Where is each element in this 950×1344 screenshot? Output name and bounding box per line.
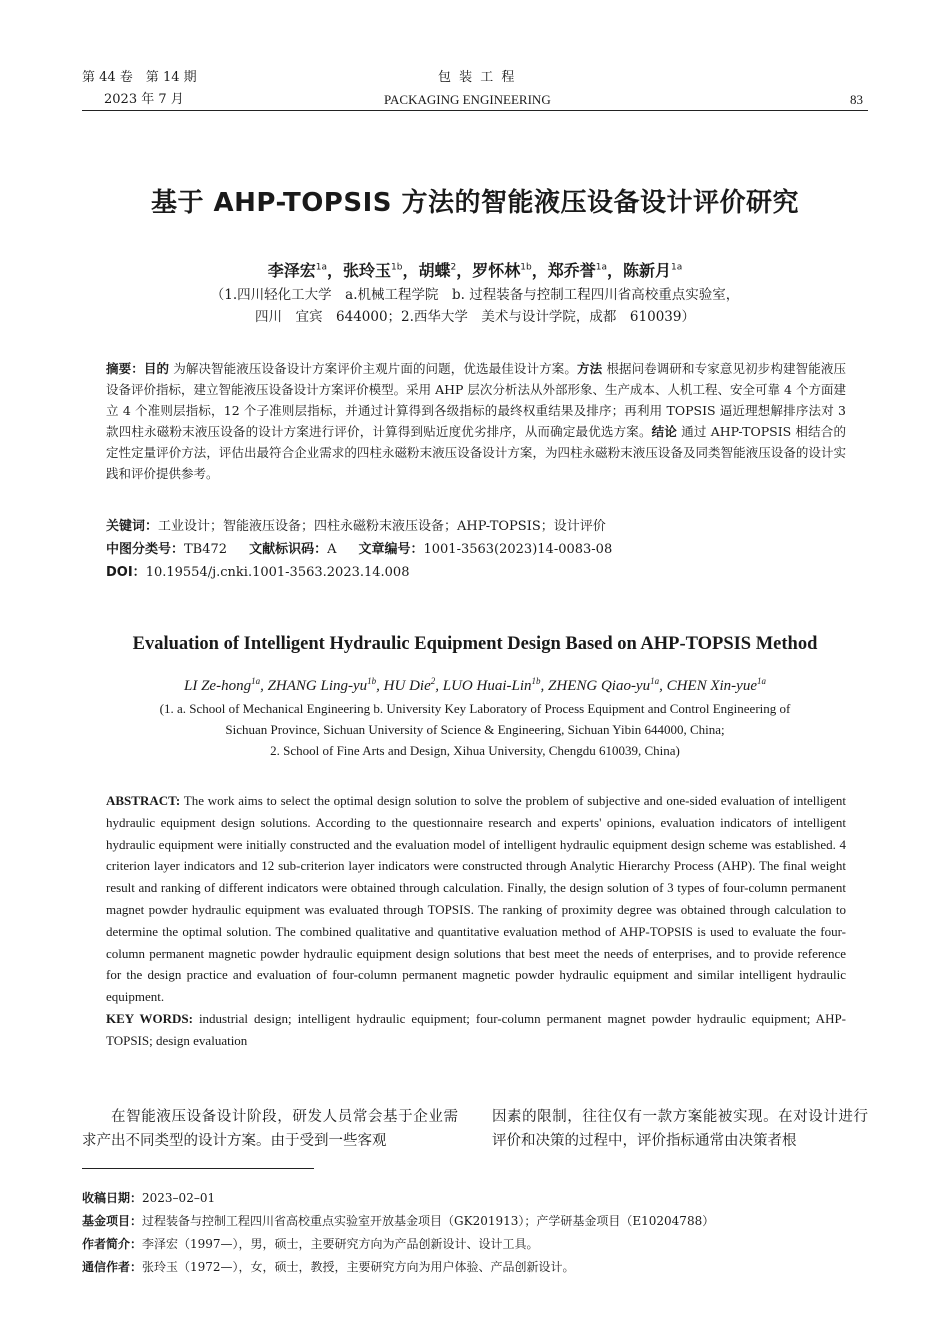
author-affiliation-mark: 1a	[671, 262, 683, 273]
clc-label: 中图分类号：	[106, 542, 185, 557]
method-label: 方法	[576, 361, 603, 376]
purpose-label: 目的	[143, 361, 170, 376]
clc-value: TB472	[184, 542, 228, 557]
author-name: 郑乔誉	[547, 261, 596, 280]
footnote-author	[82, 1236, 872, 1252]
author-affiliation-mark: 2	[430, 676, 436, 686]
affiliations-cn	[82, 284, 868, 328]
doc-code-label: 文献标识码：	[249, 542, 328, 557]
author-name: 胡蝶	[418, 261, 451, 280]
affiliation-en-line: Sichuan Province, Sichuan University of Science & Engineering, Sichuan Yibin 644000, China;	[225, 722, 725, 737]
purpose-text: 为解决智能液压设备设计方案评价主观片面的问题，优选最佳设计方案。	[173, 361, 577, 376]
keywords-en-text: industrial design; intelligent hydraulic equipment; four-column permanent magnet powder hydraulic equipment; AHP-TOPSIS; design evaluation	[106, 1010, 847, 1048]
author-affiliation-mark: 1a	[650, 676, 660, 686]
author-name: ZHENG Qiao-yu	[548, 678, 651, 694]
abstract-en-text: The work aims to select the optimal design solution to solve the problem of subjective and one-sided evaluation of intelligent hydraulic equipment design solutions. According to the questionnaire research and experts' opinions, evaluation indicators of intelligent hydraulic equipment were initially constructed and the evaluation model of intelligent hydraulic equipment design scheme was established. 4 criterion layer indicators and 12 sub-criterion layer indicators were constructed through Analytic Hierarchy Process (AHP). The final weight result and ranking of different indicators were obtained through calculation. Finally, the design solution of 3 types of four-column permanent magnet powder hydraulic equipment was evaluated through TOPSIS. The ranking of proximity degree was obtained through calculation to determine the optimal solution. The combined qualitative and quantitative evaluation method of AHP-TOPSIS is used to evaluate the four-column permanent magnetic powder hydraulic equipment design solutions that best meet the needs of enterprises, and to provide reference for the design practice and evaluation of four-column permanent magnetic powder hydraulic equipment and similar intelligent hydraulic equipment.	[106, 793, 846, 1005]
footnote-fund	[82, 1213, 872, 1229]
doc-code-value: A	[327, 542, 337, 557]
corresponding-label: 通信作者：	[82, 1260, 143, 1274]
author-affiliation-mark: 1b	[520, 262, 532, 273]
author-bio-label: 作者简介：	[82, 1237, 143, 1251]
author-separator: ,	[376, 678, 384, 694]
keywords-en	[106, 1008, 846, 1052]
footnote-received	[82, 1190, 872, 1206]
keywords-en-label: KEY WORDS:	[106, 1010, 193, 1026]
authors-en	[82, 676, 868, 695]
author-affiliation-mark: 1a	[757, 676, 766, 686]
header-page-number: 83	[850, 92, 863, 107]
affiliation-en-line: (1. a. School of Mechanical Engineering b. University Key Laboratory of Process Equipment and Control Engineering of	[159, 701, 791, 716]
affiliation-en-line: 2. School of Fine Arts and Design, Xihua University, Chengdu 610039, China)	[270, 743, 680, 758]
footnote-corresponding	[82, 1259, 872, 1275]
author-affiliation-mark: 1a	[595, 262, 607, 273]
author-affiliation-mark: 2	[450, 262, 457, 273]
body-right-text: 因素的限制，往往仅有一款方案能被实现。在对设计进行评价和决策的过程中，评价指标通常由决策者根	[492, 1109, 868, 1149]
corresponding-value: 张玲玉（1972—），女，硕士，教授，主要研究方向为用户体验、产品创新设计。	[142, 1260, 575, 1274]
footnote-rule	[82, 1168, 314, 1169]
authors-cn	[82, 258, 868, 281]
doi-label: DOI：	[106, 565, 146, 580]
abstract-cn	[106, 358, 846, 484]
author-name: HU Die	[383, 678, 431, 694]
header-rule	[82, 110, 868, 111]
body-left-text: 在智能液压设备设计阶段，研发人员常会基于企业需求产出不同类型的设计方案。由于受到一些客观	[82, 1109, 458, 1149]
conclusion-label: 结论	[651, 424, 678, 439]
author-affiliation-mark: 1b	[391, 262, 403, 273]
author-separator: ,	[260, 678, 268, 694]
header-volume-issue: 第 44 卷 第 14 期	[82, 70, 197, 85]
author-name: LUO Huai-Lin	[442, 678, 532, 694]
author-affiliation-mark: 1a	[315, 262, 327, 273]
author-name: 陈新月	[623, 261, 672, 280]
author-name: LI Ze-hong	[183, 678, 252, 694]
author-separator: ，	[402, 261, 419, 280]
received-value: 2023–02–01	[142, 1191, 216, 1205]
header-journal-cn: 包 装 工 程	[438, 70, 517, 85]
affiliation-cn-line: （1.四川轻化工大学 a.机械工程学院 b. 过程装备与控制工程四川省高校重点实验室，	[210, 287, 740, 303]
title-cn: 基于 AHP-TOPSIS 方法的智能液压设备设计评价研究	[150, 188, 800, 218]
conclusion-text: 通过 AHP-TOPSIS 相结合的定性定量评价方法，评估出最符合企业需求的四柱永磁粉末液压设备设计方案，为四柱永磁粉末液压设备及同类智能液压设备的设计实践和评价提供参考。	[106, 424, 846, 481]
author-bio-value: 李泽宏（1997—），男，硕士，主要研究方向为产品创新设计、设计工具。	[142, 1237, 539, 1251]
body-right-column	[492, 1105, 868, 1153]
doi-value[interactable]: 10.19554/j.cnki.1001-3563.2023.14.008	[145, 565, 410, 580]
title-en: Evaluation of Intelligent Hydraulic Equipment Design Based on AHP-TOPSIS Method	[132, 634, 818, 654]
affiliations-en	[82, 698, 868, 761]
received-label: 收稿日期：	[82, 1191, 143, 1205]
fund-label: 基金项目：	[82, 1214, 143, 1228]
body-left-column	[82, 1105, 458, 1153]
abstract-en-label: ABSTRACT:	[106, 793, 181, 808]
author-separator: ，	[531, 261, 548, 280]
author-separator: ,	[435, 678, 443, 694]
header-journal-en: PACKAGING ENGINEERING	[384, 92, 551, 107]
doi-line	[106, 562, 846, 583]
author-affiliation-mark: 1b	[367, 676, 377, 686]
classification-line	[106, 539, 846, 560]
fund-value: 过程装备与控制工程四川省高校重点实验室开放基金项目（GK201913）；产学研基金项目（E10204788）	[142, 1214, 715, 1228]
author-name: CHEN Xin-yue	[666, 678, 757, 694]
keywords-cn-label: 关键词：	[106, 519, 159, 534]
author-affiliation-mark: 1b	[531, 676, 541, 686]
affiliation-cn-line: 四川 宜宾 644000；2.西华大学 美术与设计学院，成都 610039）	[255, 309, 695, 325]
author-name: 李泽宏	[267, 261, 316, 280]
author-affiliation-mark: 1a	[251, 676, 261, 686]
method-text: 根据问卷调研和专家意见初步构建智能液压设备评价指标，建立智能液压设备设计方案评价模型。采用 AHP 层次分析法从外部形象、生产成本、人机工程、安全可靠 4 个方面建立 4 个准则层指标，12 个子准则层指标，并通过计算得到各级指标的最终权重结果及排序；再利用 TOPSIS 逼近理想解排序法对 3 款四柱永磁粉末液压设备的设计方案进行评价，计算得到贴近度优劣排序，从而确定最优选方案。	[106, 361, 846, 439]
article-number-label: 文章编号：	[358, 542, 424, 557]
header-date: 2023 年 7 月	[104, 92, 184, 107]
author-name: ZHANG Ling-yu	[267, 678, 368, 694]
keywords-cn	[106, 516, 846, 537]
author-name: 罗怀林	[472, 261, 521, 280]
abstract-en	[106, 790, 846, 1052]
author-separator: ，	[326, 261, 343, 280]
article-number-value: 1001-3563(2023)14-0083-08	[423, 542, 613, 557]
keywords-cn-text: 工业设计；智能液压设备；四柱永磁粉末液压设备；AHP-TOPSIS；设计评价	[158, 519, 606, 534]
abstract-cn-label: 摘要：	[106, 361, 144, 376]
author-separator: ,	[540, 678, 549, 694]
author-name: 张玲玉	[343, 261, 392, 280]
author-separator: ,	[659, 678, 667, 694]
author-separator: ，	[456, 261, 473, 280]
author-separator: ，	[607, 261, 624, 280]
